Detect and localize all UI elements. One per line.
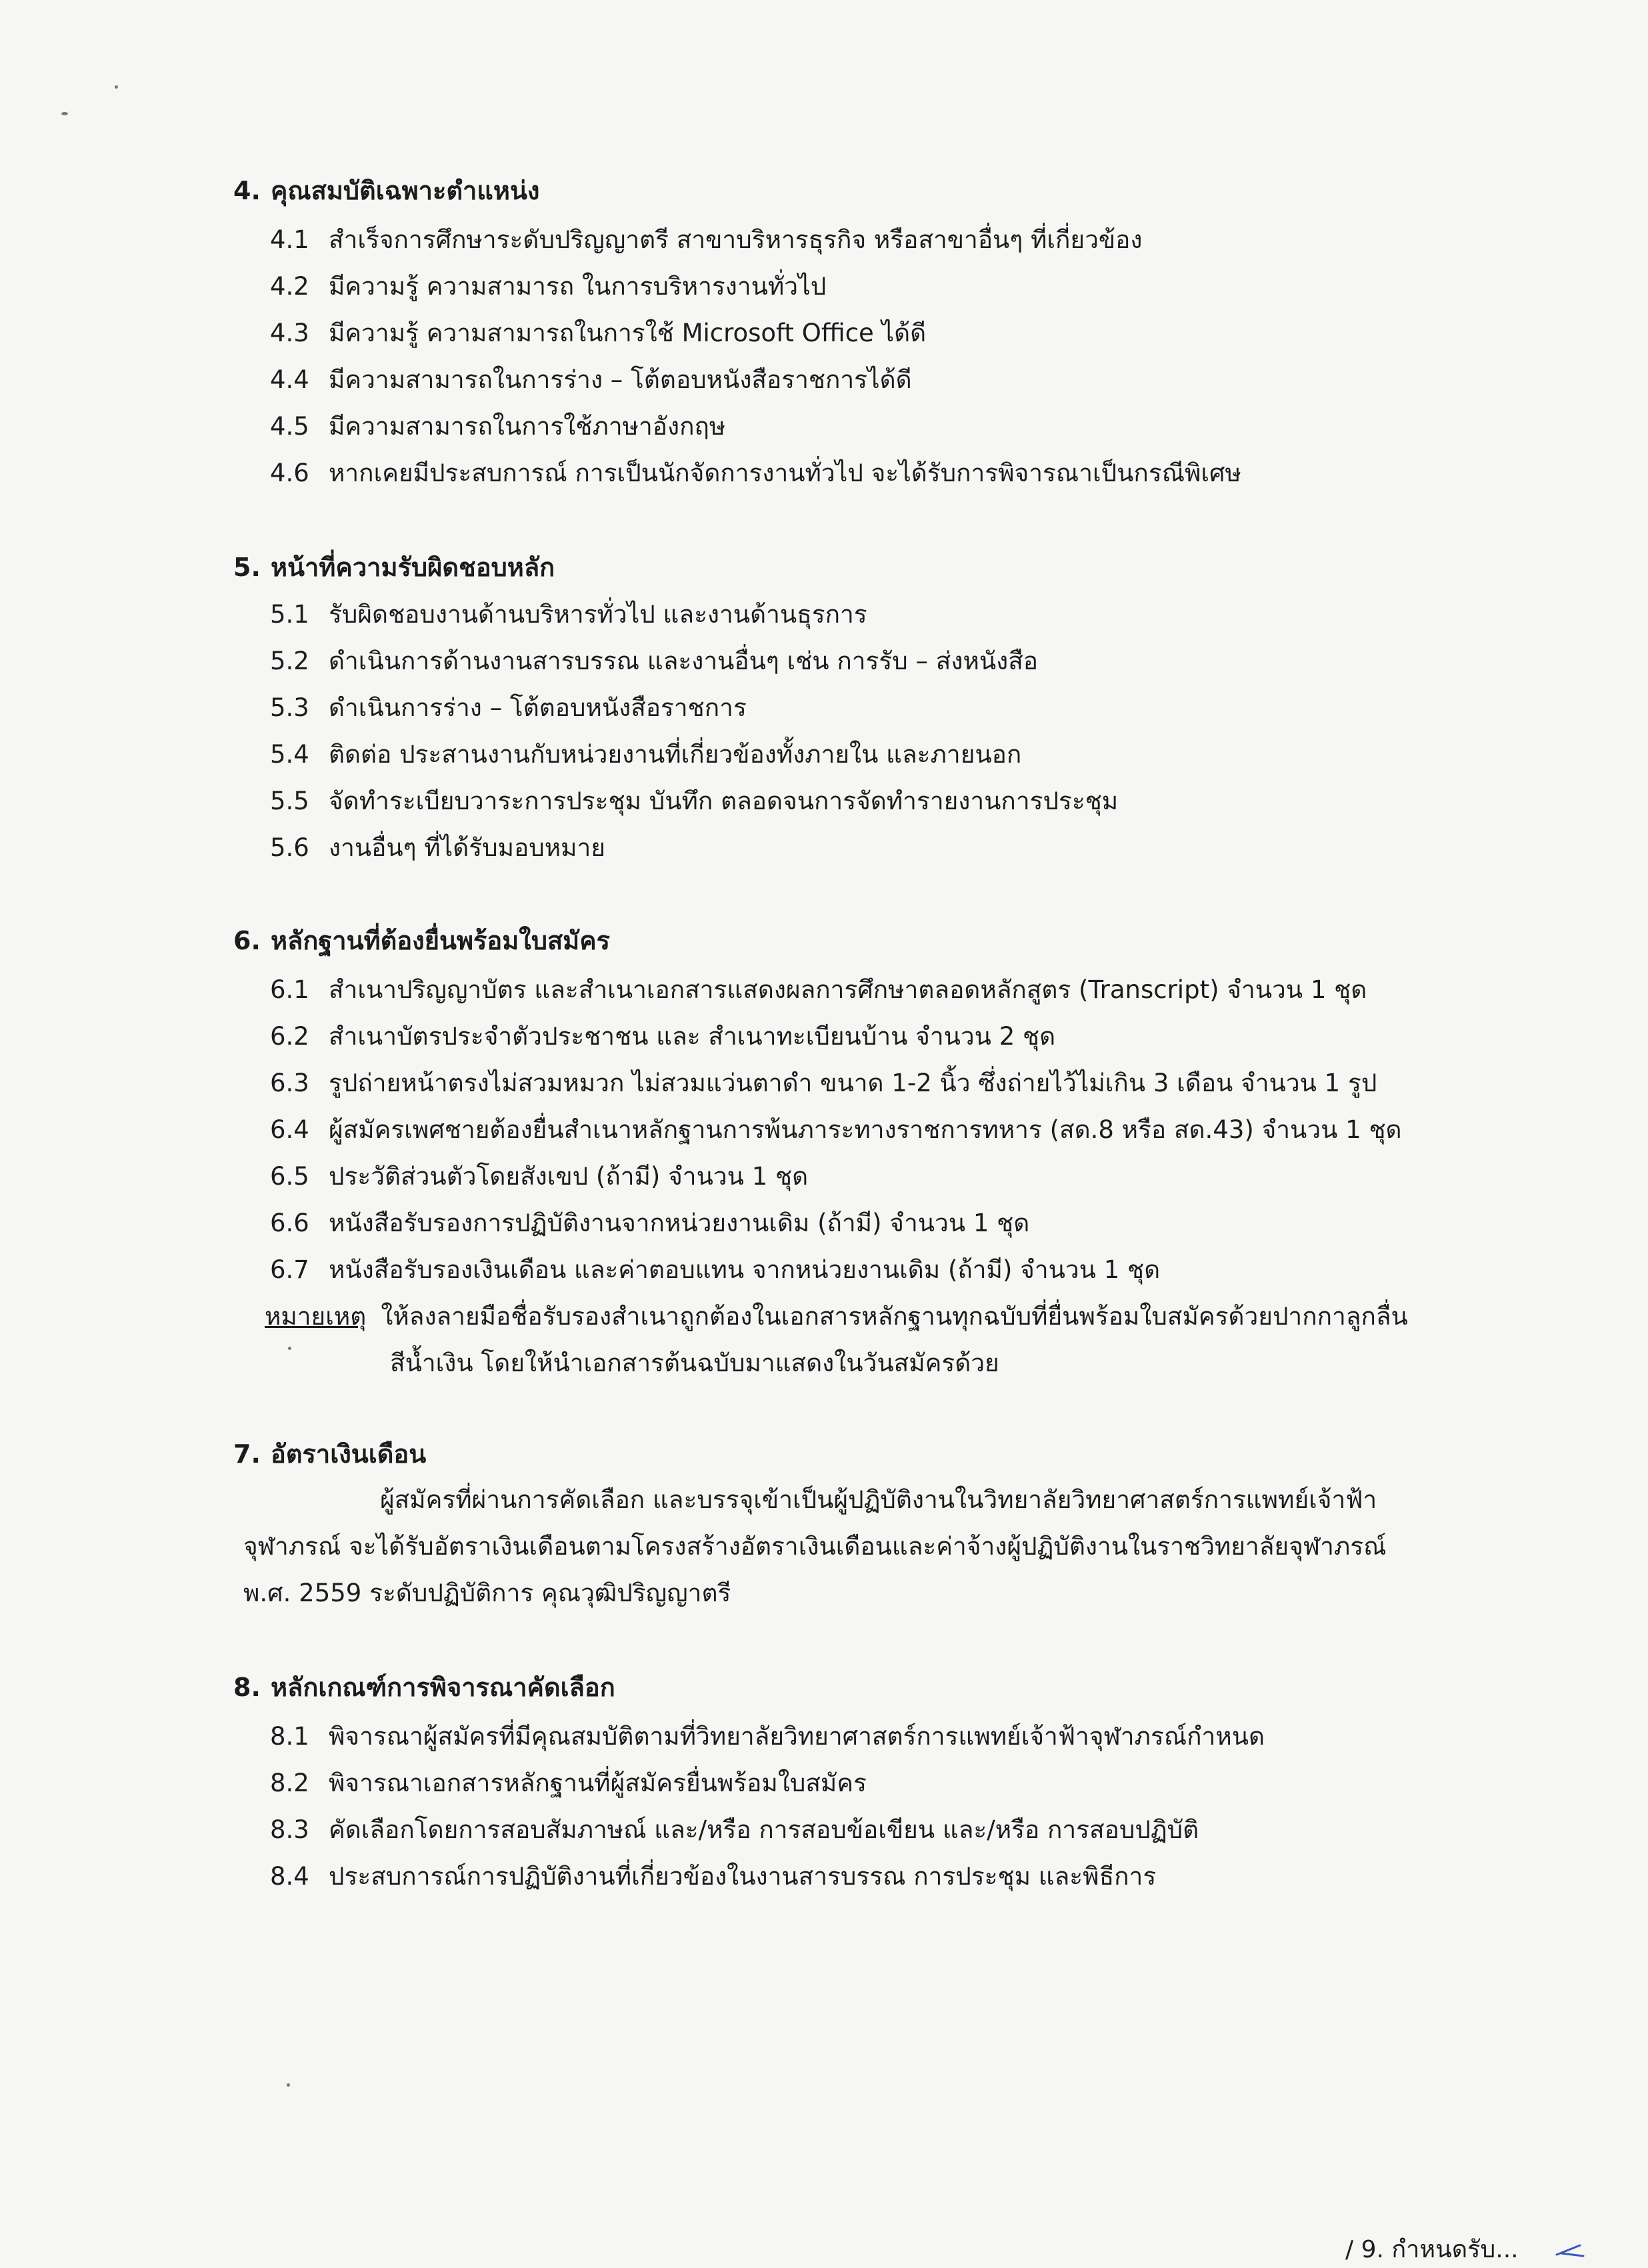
note-label: หมายเหตุ: [265, 1302, 367, 1331]
section-4-title: 4. คุณสมบัติเฉพาะตำแหน่ง: [233, 176, 540, 205]
list-item: 5.3 ดำเนินการร่าง – โต้ตอบหนังสือราชการ: [270, 693, 747, 722]
list-item: 6.2 สำเนาบัตรประจำตัวประชาชน และ สำเนาทะเบียนบ้าน จำนวน 2 ชุด: [270, 1022, 1056, 1051]
salary-paragraph-line-3: พ.ศ. 2559 ระดับปฏิบัติการ คุณวุฒิปริญญาตรี: [243, 1579, 731, 1607]
list-item: 6.6 หนังสือรับรองการปฏิบัติงานจากหน่วยงานเดิม (ถ้ามี) จำนวน 1 ชุด: [270, 1209, 1030, 1237]
page-continuation: / 9. กำหนดรับ...: [1345, 2236, 1519, 2263]
list-item: 4.2 มีความรู้ ความสามารถ ในการบริหารงานทั่วไป: [270, 272, 827, 301]
list-item: 4.6 หากเคยมีประสบการณ์ การเป็นนักจัดการงานทั่วไป จะได้รับการพิจารณาเป็นกรณีพิเศษ: [270, 459, 1241, 487]
section-6-title: 6. หลักฐานที่ต้องยื่นพร้อมใบสมัคร: [233, 926, 611, 955]
section-5-title: 5. หน้าที่ความรับผิดชอบหลัก: [233, 553, 555, 582]
list-item: 8.1 พิจารณาผู้สมัครที่มีคุณสมบัติตามที่วิทยาลัยวิทยาศาสตร์การแพทย์เจ้าฟ้าจุฬาภรณ์กำหนด: [270, 1722, 1265, 1751]
pen-mark-icon: [1553, 2240, 1587, 2260]
list-item: 5.6 งานอื่นๆ ที่ได้รับมอบหมาย: [270, 833, 606, 862]
list-item: 4.1 สำเร็จการศึกษาระดับปริญญาตรี สาขาบริหารธุรกิจ หรือสาขาอื่นๆ ที่เกี่ยวข้อง: [270, 225, 1143, 254]
list-item: 5.5 จัดทำระเบียบวาระการประชุม บันทึก ตลอดจนการจัดทำรายงานการประชุม: [270, 787, 1119, 815]
section-7-title: 7. อัตราเงินเดือน: [233, 1439, 427, 1469]
list-item: 6.1 สำเนาปริญญาบัตร และสำเนาเอกสารแสดงผลการศึกษาตลอดหลักสูตร (Transcript) จำนวน 1 ชุด: [270, 975, 1367, 1004]
list-item: 5.1 รับผิดชอบงานด้านบริหารทั่วไป และงานด้านธุรการ: [270, 600, 867, 629]
scan-speck: [288, 1347, 291, 1350]
list-item: 5.2 ดำเนินการด้านงานสารบรรณ และงานอื่นๆ เช่น การรับ – ส่งหนังสือ: [270, 647, 1039, 675]
note-line-2: สีน้ำเงิน โดยให้นำเอกสารต้นฉบับมาแสดงในวันสมัครด้วย: [390, 1349, 999, 1377]
list-item: 8.4 ประสบการณ์การปฏิบัติงานที่เกี่ยวข้องในงานสารบรรณ การประชุม และพิธีการ: [270, 1862, 1157, 1891]
note-line-1: หมายเหตุ ให้ลงลายมือชื่อรับรองสำเนาถูกต้องในเอกสารหลักฐานทุกฉบับที่ยื่นพร้อมใบสมัครด้วยปากกาลูกลื่น: [265, 1302, 1408, 1331]
scan-speck: [287, 2083, 290, 2087]
list-item: 6.3 รูปถ่ายหน้าตรงไม่สวมหมวก ไม่สวมแว่นตาดำ ขนาด 1-2 นิ้ว ซึ่งถ่ายไว้ไม่เกิน 3 เดือน จำนวน 1 รูป: [270, 1069, 1377, 1097]
list-item: 4.3 มีความรู้ ความสามารถในการใช้ Microsoft Office ได้ดี: [270, 319, 927, 347]
section-8-title: 8. หลักเกณฑ์การพิจารณาคัดเลือก: [233, 1673, 615, 1702]
list-item: 6.7 หนังสือรับรองเงินเดือน และค่าตอบแทน จากหน่วยงานเดิม (ถ้ามี) จำนวน 1 ชุด: [270, 1255, 1161, 1284]
salary-paragraph-line-1: ผู้สมัครที่ผ่านการคัดเลือก และบรรจุเข้าเป็นผู้ปฏิบัติงานในวิทยาลัยวิทยาศาสตร์การแพทย์เจ้าฟ้า: [380, 1485, 1377, 1514]
list-item: 4.4 มีความสามารถในการร่าง – โต้ตอบหนังสือราชการได้ดี: [270, 365, 912, 394]
list-item: 5.4 ติดต่อ ประสานงานกับหน่วยงานที่เกี่ยวข้องทั้งภายใน และภายนอก: [270, 740, 1022, 769]
salary-paragraph-line-2: จุฬาภรณ์ จะได้รับอัตราเงินเดือนตามโครงสร้างอัตราเงินเดือนและค่าจ้างผู้ปฏิบัติงานในราชวิทยาลัยจุฬาภรณ์: [243, 1532, 1387, 1561]
list-item: 8.3 คัดเลือกโดยการสอบสัมภาษณ์ และ/หรือ การสอบข้อเขียน และ/หรือ การสอบปฏิบัติ: [270, 1815, 1199, 1844]
list-item: 6.4 ผู้สมัครเพศชายต้องยื่นสำเนาหลักฐานการพ้นภาระทางราชการทหาร (สด.8 หรือ สด.43) จำนวน 1 ชุด: [270, 1115, 1402, 1144]
list-item: 4.5 มีความสามารถในการใช้ภาษาอังกฤษ: [270, 412, 726, 441]
scan-speck: [61, 112, 68, 115]
list-item: 6.5 ประวัติส่วนตัวโดยสังเขป (ถ้ามี) จำนวน 1 ชุด: [270, 1162, 809, 1191]
scan-speck: [115, 85, 118, 89]
list-item: 8.2 พิจารณาเอกสารหลักฐานที่ผู้สมัครยื่นพร้อมใบสมัคร: [270, 1769, 867, 1797]
